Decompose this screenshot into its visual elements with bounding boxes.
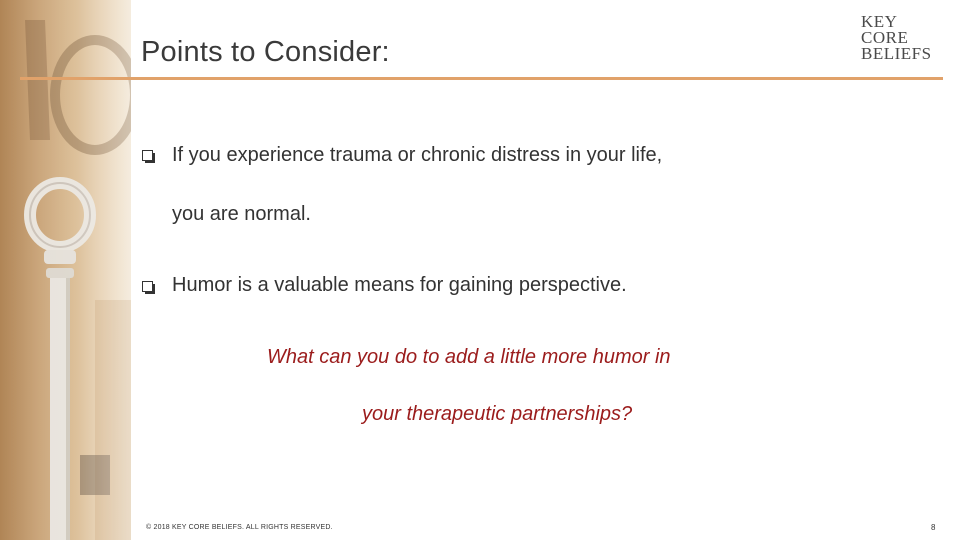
- content-area: [131, 0, 960, 540]
- logo-line-1: KEY: [861, 12, 898, 31]
- title-divider: [20, 77, 943, 80]
- bullet-1-line-2: you are normal.: [172, 203, 311, 225]
- key-photo-image: [0, 0, 131, 540]
- bullet-1-line-1: If you experience trauma or chronic distress in your life,: [172, 144, 663, 166]
- page-number: 8: [931, 523, 936, 532]
- logo-line-3: BELIEFS: [861, 44, 932, 63]
- copyright-footer: © 2018 KEY CORE BELIEFS. ALL RIGHTS RESERVED.: [146, 524, 333, 531]
- question-line-1: What can you do to add a little more humor in: [267, 346, 671, 368]
- photo-fade-overlay: [0, 0, 131, 540]
- key-core-beliefs-logo: [861, 14, 943, 62]
- checkbox-bullet-icon: [142, 281, 153, 292]
- question-line-2: your therapeutic partnerships?: [362, 403, 633, 425]
- logo-line-2: CORE: [861, 28, 909, 47]
- bullet-2-line-1: Humor is a valuable means for gaining perspective.: [172, 274, 627, 296]
- slide-title: Points to Consider:: [141, 36, 390, 68]
- checkbox-bullet-icon: [142, 150, 153, 161]
